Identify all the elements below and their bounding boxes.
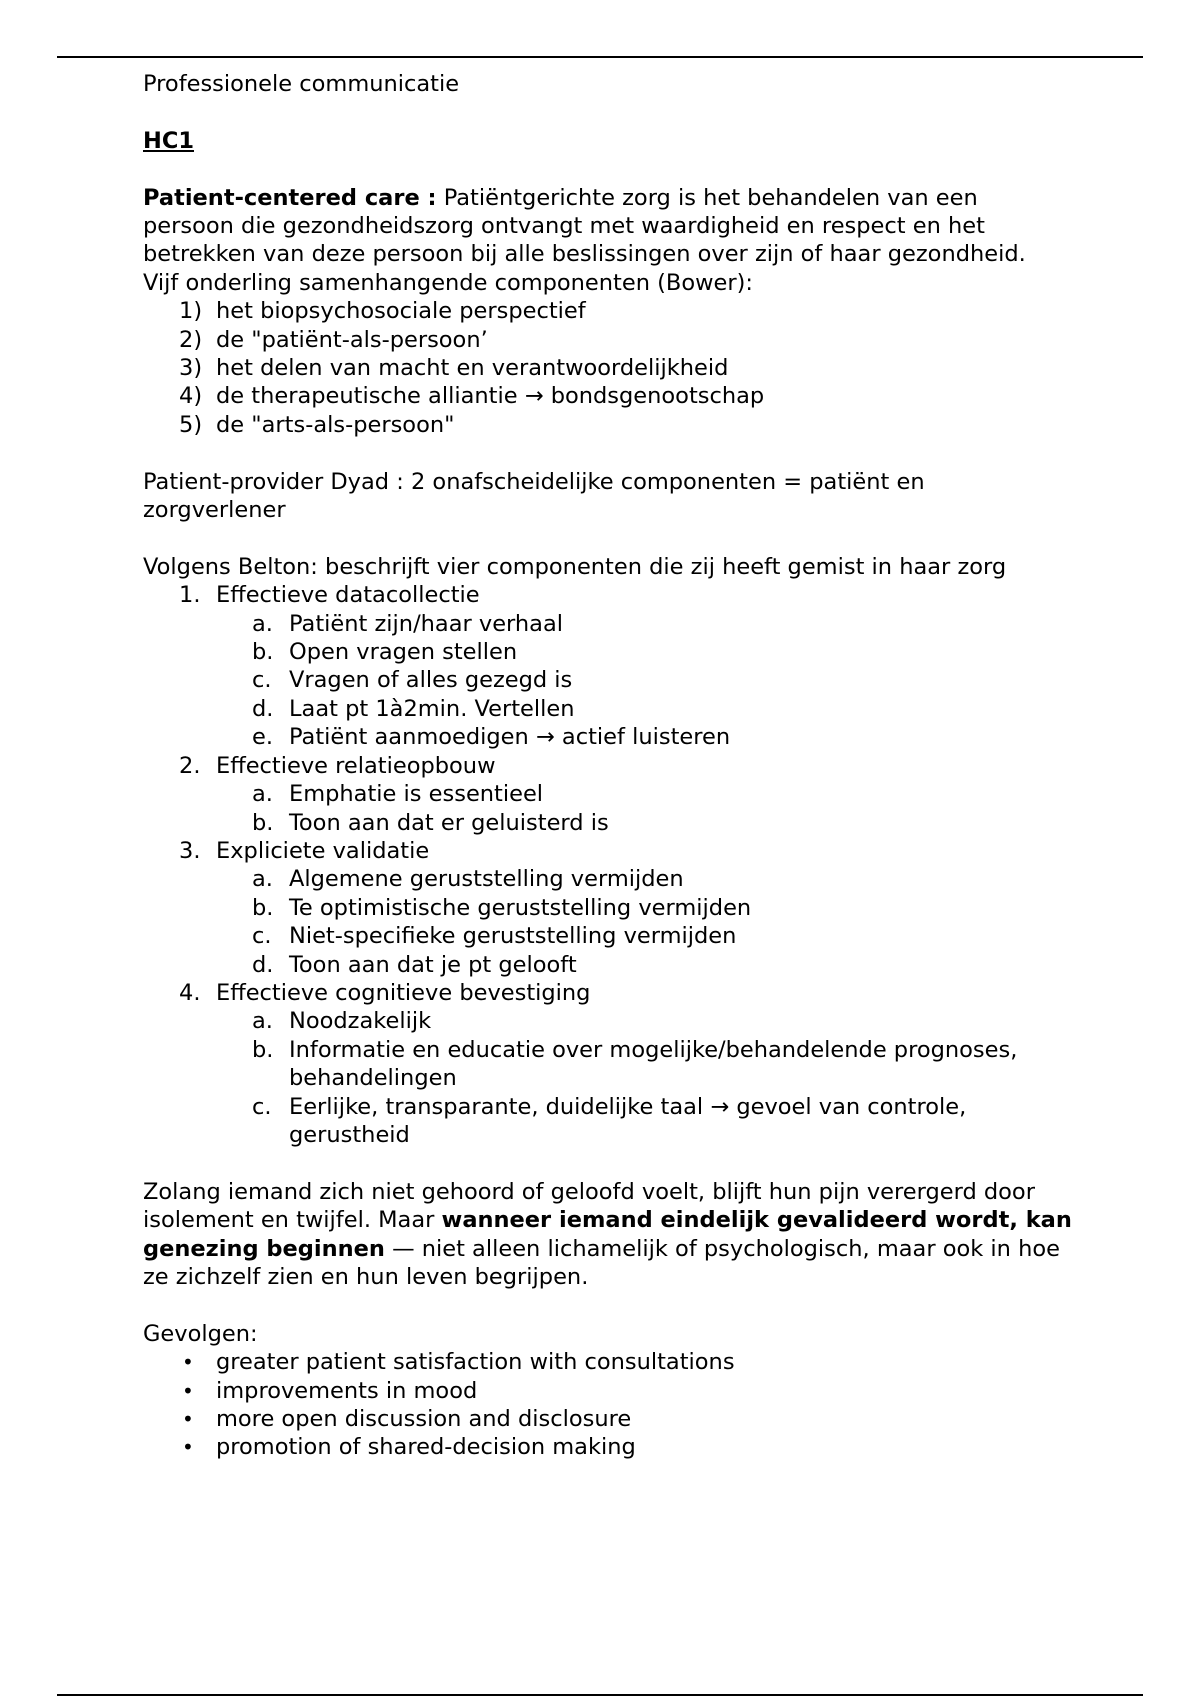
belton-sublist-item [143, 1093, 1073, 1150]
consequences-intro: Gevolgen: [143, 1320, 258, 1347]
list-item-text: Expliciete validatie [216, 837, 430, 864]
list-item-text: Algemene geruststelling vermijden [289, 866, 684, 893]
belton-sublist-item [143, 1036, 1073, 1093]
list-marker: • [182, 1350, 194, 1375]
bower-list [143, 297, 1073, 439]
list-marker: • [182, 1435, 194, 1460]
list-marker: 3. [179, 837, 201, 864]
list-item-text: Toon aan dat je pt gelooft [289, 951, 577, 978]
list-marker: d. [252, 695, 274, 722]
consequences-list-item [143, 1377, 1073, 1405]
belton-intro: Volgens Belton: beschrijft vier componenten die zij heeft gemist in haar zorg [143, 553, 1007, 580]
consequences-list [143, 1348, 1073, 1462]
pcc-definition: Patiëntgerichte zorg is het behandelen van een persoon die gezondheidszorg ontvangt met waardigheid en respect en het betrekken van deze persoon bij alle beslissingen over zijn of haar gezondheid. [143, 184, 1026, 268]
list-marker: • [182, 1407, 194, 1431]
list-marker: c. [252, 1093, 272, 1120]
belton-sublist-item [143, 865, 1073, 893]
consequences-list-item [143, 1405, 1073, 1433]
belton-sublist-item [143, 723, 1073, 751]
list-marker: a. [252, 1008, 273, 1035]
list-item-text: greater patient satisfaction with consultations [216, 1349, 735, 1376]
list-item-text: het delen van macht en verantwoordelijkheid [216, 355, 729, 382]
belton-sublist-item [143, 922, 1073, 950]
belton-sublist-item [143, 951, 1073, 979]
list-item-text: de "patiënt-als-persoon’ [216, 326, 488, 353]
bower-list-item [143, 411, 1073, 439]
list-item-text: Eerlijke, transparante, duidelijke taal → gevoel van controle, gerustheid [289, 1093, 967, 1148]
validation-text-1: Zolang iemand zich niet gehoord of geloofd voelt, blijft hun pijn verergerd door isolement en twijfel. Maar [143, 1178, 1035, 1234]
list-item-text: Effectieve cognitieve bevestiging [216, 979, 591, 1006]
list-item-text: promotion of shared-decision making [216, 1434, 636, 1461]
list-item-text: Noodzakelijk [289, 1008, 432, 1035]
belton-sublist [143, 610, 1073, 752]
list-item-text: Informatie en educatie over mogelijke/behandelende prognoses, behandelingen [289, 1036, 1018, 1092]
belton-sublist-item [143, 610, 1073, 638]
belton-sublist-item [143, 666, 1073, 694]
belton-sublist [143, 780, 1073, 837]
list-item-text: Niet-specifieke geruststelling vermijden [289, 923, 737, 950]
list-item-text: Te optimistische geruststelling vermijden [289, 894, 752, 921]
list-marker: a. [252, 866, 273, 893]
list-marker: 2. [179, 752, 201, 779]
belton-sublist [143, 1007, 1073, 1149]
consequences-list-item [143, 1433, 1073, 1461]
dyad-paragraph: Patient-provider Dyad : 2 onafscheidelijke componenten = patiënt en zorgverlener [143, 468, 925, 524]
section-heading: HC1 [143, 127, 194, 154]
list-item-text: de "arts-als-persoon" [216, 411, 455, 438]
footer-rule [57, 1694, 1143, 1696]
belton-list-item [143, 581, 1073, 751]
belton-list-item [143, 752, 1073, 837]
bower-list-item [143, 354, 1073, 382]
list-marker: b. [252, 894, 274, 921]
pcc-paragraph [143, 184, 1073, 269]
consequences-list-item [143, 1348, 1073, 1376]
list-item-text: more open discussion and disclosure [216, 1406, 632, 1432]
list-marker: 4) [179, 383, 203, 410]
bower-intro: Vijf onderling samenhangende componenten (Bower): [143, 269, 753, 296]
belton-sublist-item [143, 695, 1073, 723]
list-item-text: Patiënt aanmoedigen → actief luisteren [289, 724, 731, 751]
list-marker: a. [252, 781, 273, 808]
list-marker: d. [252, 951, 274, 978]
list-marker: 1) [179, 298, 203, 325]
belton-list-item [143, 979, 1073, 1149]
list-item-text: het biopsychosociale perspectief [216, 298, 586, 325]
belton-list-item [143, 837, 1073, 979]
list-marker: c. [252, 923, 272, 950]
list-marker: c. [252, 667, 272, 694]
list-item-text: Open vragen stellen [289, 639, 518, 666]
document-body [143, 70, 1073, 1462]
belton-sublist-item [143, 1007, 1073, 1035]
list-marker: b. [252, 809, 274, 836]
header-rule [57, 56, 1143, 58]
validation-emphasis: wanneer iemand eindelijk gevalideerd wordt, kan genezing beginnen [143, 1207, 1072, 1262]
belton-sublist [143, 865, 1073, 979]
belton-list [143, 581, 1073, 1149]
list-marker: b. [252, 639, 274, 666]
list-item-text: Emphatie is essentieel [289, 781, 544, 808]
bower-list-item [143, 382, 1073, 410]
list-marker: 4. [179, 979, 201, 1006]
list-marker: e. [252, 724, 273, 751]
list-item-text: Laat pt 1à2min. Vertellen [289, 695, 575, 722]
list-marker: 1. [179, 582, 201, 609]
belton-sublist-item [143, 638, 1073, 666]
validation-paragraph [143, 1178, 1073, 1292]
belton-sublist-item [143, 780, 1073, 808]
list-item-text: Toon aan dat er geluisterd is [289, 809, 609, 836]
list-item-text: Patiënt zijn/haar verhaal [289, 610, 563, 637]
belton-sublist-item [143, 894, 1073, 922]
bower-list-item [143, 326, 1073, 354]
pcc-term: Patient-centered care : [143, 184, 437, 211]
list-marker: 5) [179, 411, 203, 438]
list-item-text: Effectieve relatieopbouw [216, 752, 496, 779]
validation-text-2: — niet alleen lichamelijk of psychologisch, maar ook in hoe ze zichzelf zien en hun leven begrijpen. [143, 1235, 1060, 1290]
document-header-title: Professionele communicatie [143, 71, 460, 97]
list-marker: 3) [179, 355, 203, 382]
list-marker: a. [252, 610, 273, 637]
list-marker: 2) [179, 326, 203, 353]
list-item-text: Vragen of alles gezegd is [289, 667, 573, 694]
list-item-text: Effectieve datacollectie [216, 582, 480, 609]
list-item-text: improvements in mood [216, 1377, 478, 1404]
list-item-text: de therapeutische alliantie → bondsgenootschap [216, 383, 765, 410]
list-marker: b. [252, 1036, 274, 1063]
belton-sublist-item [143, 809, 1073, 837]
list-marker: • [182, 1378, 194, 1403]
bower-list-item [143, 297, 1073, 325]
